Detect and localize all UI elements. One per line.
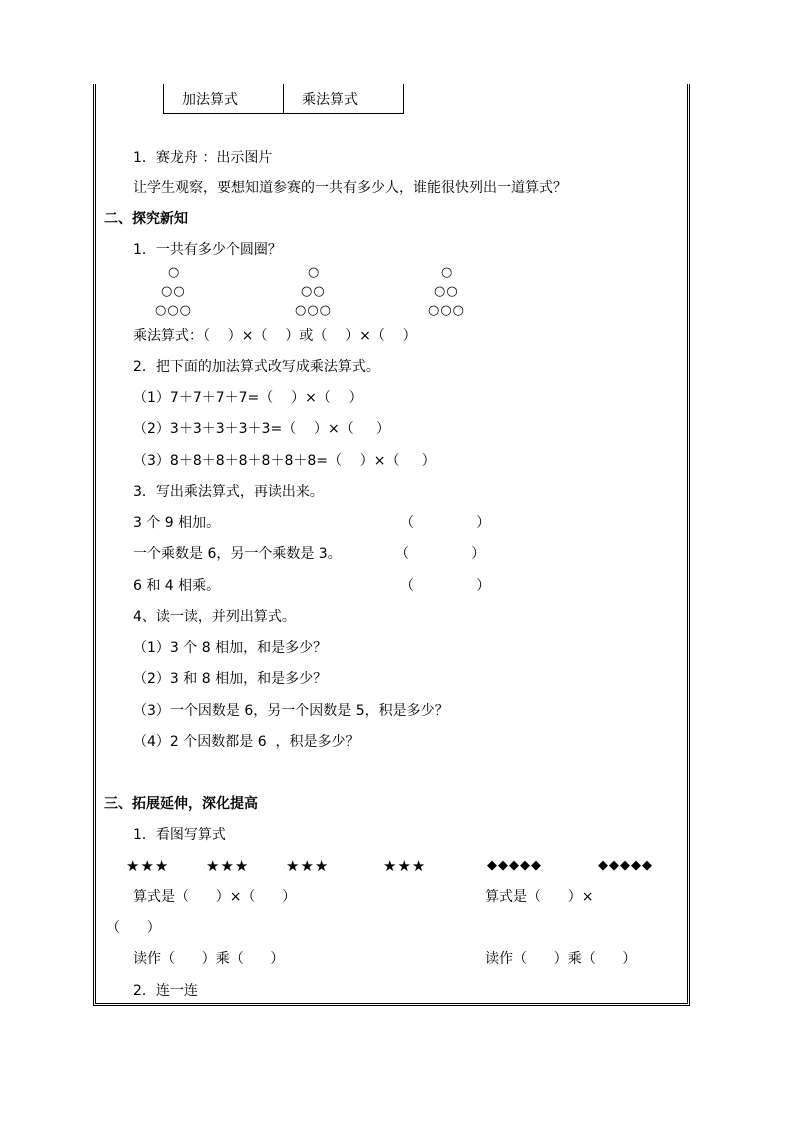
circle-row: ○○: [161, 284, 186, 299]
q4-item-1: （1）3 个 8 相加，和是多少？: [133, 640, 328, 656]
section3-title: 三、拓展延伸，深化提高: [104, 796, 258, 812]
q4-item-4: （4）2 个因数都是 6 ，积是多少？: [133, 734, 360, 750]
formula-left: 算式是（ ）×（ ）: [133, 889, 297, 905]
formula-right-continued: （ ）: [106, 920, 161, 936]
circle-row: ○: [168, 265, 181, 280]
q3-item-3-blank: （ ）: [400, 578, 491, 594]
circle-row: ○○○: [295, 303, 333, 318]
header-table: [163, 84, 404, 114]
section2-q2: 2．把下面的加法算式改写成乘法算式。: [133, 359, 380, 375]
section2-q3: 3．写出乘法算式，再读出来。: [133, 484, 324, 500]
circle-row: ○○○: [155, 303, 193, 318]
circle-row: ○○: [301, 284, 326, 299]
diamond-group-1: ◆◆◆◆◆: [487, 858, 542, 873]
header-cell-addition: 加法算式: [164, 84, 284, 114]
q4-item-2: （2）3 和 8 相加，和是多少？: [133, 671, 328, 687]
star-group-3: ★★★: [286, 857, 330, 875]
q3-item-1-blank: （ ）: [400, 515, 491, 531]
q3-item-3-text: 6 和 4 相乘。: [133, 578, 221, 594]
section2-title: 二、探究新知: [104, 211, 188, 227]
diamond-group-2: ◆◆◆◆◆: [598, 858, 653, 873]
q2-item-1: （1）7＋7＋7＋7=（ ）×（ ）: [133, 390, 363, 406]
circle-row: ○○○: [428, 303, 466, 318]
q4-item-3: （3）一个因数是 6，另一个因数是 5，积是多少？: [133, 703, 449, 719]
read-left: 读作（ ）乘（ ）: [133, 951, 285, 967]
q2-item-3: （3）8＋8＋8＋8＋8＋8＋8=（ ）×（ ）: [133, 453, 436, 469]
q3-item-2-blank: （ ）: [395, 546, 486, 562]
circle-row: ○○: [434, 284, 459, 299]
q3-item-2-text: 一个乘数是 6，另一个乘数是 3。: [133, 546, 342, 562]
circle-row: ○: [441, 265, 454, 280]
section3-q1: 1．看图写算式: [133, 827, 226, 843]
section2-q4: 4、读一读，并列出算式。: [133, 609, 296, 625]
star-group-4: ★★★: [383, 857, 427, 875]
star-group-1: ★★★: [126, 857, 170, 875]
section2-q1: 1．一共有多少个圆圈？: [133, 242, 282, 258]
formula-right: 算式是（ ）×: [485, 889, 594, 905]
q3-item-1-text: 3 个 9 相加。: [133, 515, 221, 531]
intro-item1: 1．赛龙舟 ：出示图片: [133, 150, 273, 166]
intro-item1-desc: 让学生观察，要想知道参赛的一共有多少人，谁能很快列出一道算式？: [133, 180, 567, 196]
read-right: 读作（ ）乘（ ）: [485, 951, 637, 967]
section2-q1-answer: 乘法算式：（ ）×（ ）或（ ）×（ ）: [133, 328, 417, 344]
circle-row: ○: [308, 265, 321, 280]
section3-q2: 2．连一连: [133, 983, 198, 999]
q2-item-2: （2）3＋3＋3＋3＋3=（ ）×（ ）: [133, 421, 390, 437]
header-cell-multiplication: 乘法算式: [284, 84, 404, 114]
star-group-2: ★★★: [206, 857, 250, 875]
